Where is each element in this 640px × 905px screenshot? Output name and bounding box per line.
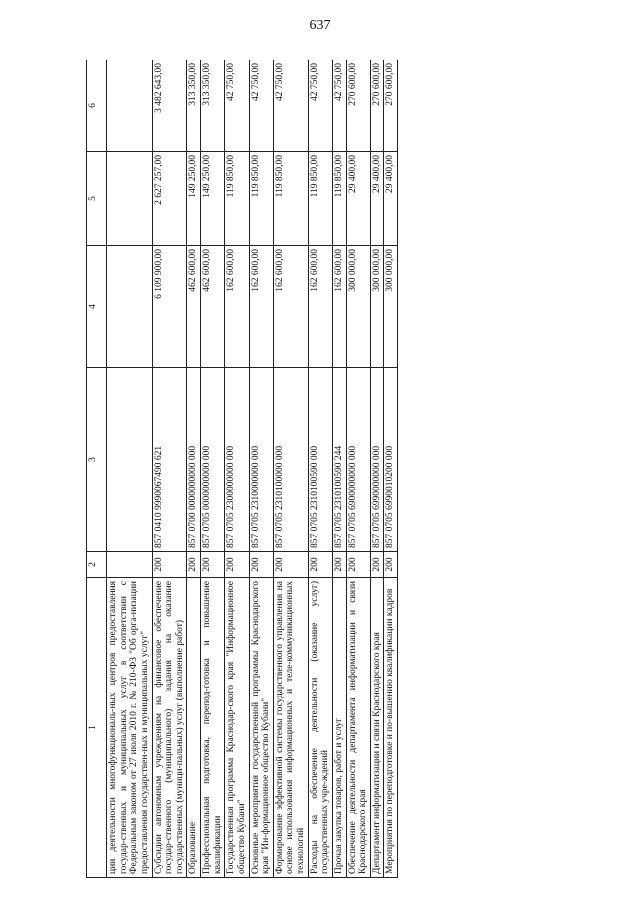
row-budget-code: 857 0705 0000000000 000 [201, 368, 225, 552]
row-name: Формирование эффективной системы государственного управления на основе использования информационных и теле-коммуникационных технологий [273, 578, 308, 878]
row-name: Департамент информатизации и связи Краснодарского края [370, 578, 384, 878]
page-number: 637 [309, 18, 331, 33]
row-budget-code: 857 0705 2310000000 000 [249, 368, 273, 552]
row-amount-col5: 29 400,00 [370, 152, 384, 246]
row-budget-code: 857 0705 2310100000 000 [273, 368, 308, 552]
row-code: 200 [384, 552, 398, 578]
row-code: 200 [187, 552, 201, 578]
row-code: 200 [225, 552, 249, 578]
row-amount-col6: 270 600,00 [384, 60, 398, 152]
table-row [308, 60, 332, 878]
column-header-6: 6 [87, 60, 107, 152]
row-amount-total: 462 600,00 [187, 246, 201, 368]
row-code: 200 [370, 552, 384, 578]
table-row [187, 60, 201, 878]
row-budget-code: 857 0705 2310100590 244 [332, 368, 346, 552]
row-budget-code: 857 0705 6990010200 000 [384, 368, 398, 552]
row-code [107, 552, 153, 578]
table-row [201, 60, 225, 878]
row-amount-col6: 42 750,00 [249, 60, 273, 152]
row-amount-total: 162 600,00 [308, 246, 332, 368]
row-name: Профессиональная подготовка, перепод-готовка и повышение квалификации [201, 578, 225, 878]
row-amount-col6: 42 750,00 [273, 60, 308, 152]
table-header [87, 60, 107, 878]
row-amount-col6: 313 350,00 [201, 60, 225, 152]
row-amount-total: 162 600,00 [225, 246, 249, 368]
row-amount-col5: 119 850,00 [273, 152, 308, 246]
row-code: 200 [249, 552, 273, 578]
row-code: 200 [152, 552, 187, 578]
row-amount-total: 6 109 900,00 [152, 246, 187, 368]
row-amount-col5: 149 250,00 [187, 152, 201, 246]
row-budget-code [107, 368, 153, 552]
row-budget-code: 857 0705 2310100590 000 [308, 368, 332, 552]
table-row [384, 60, 398, 878]
row-budget-code: 857 0705 6990000000 000 [370, 368, 384, 552]
row-amount-col6 [107, 60, 153, 152]
row-amount-col5: 149 250,00 [201, 152, 225, 246]
row-amount-col6: 313 350,00 [187, 60, 201, 152]
row-amount-total: 162 600,00 [273, 246, 308, 368]
rotated-table-container [86, 60, 611, 878]
row-amount-col6: 3 482 643,00 [152, 60, 187, 152]
row-code: 200 [308, 552, 332, 578]
table-row [225, 60, 249, 878]
row-budget-code: 857 0700 0000000000 000 [187, 368, 201, 552]
row-amount-col5 [107, 152, 153, 246]
row-amount-col5: 29 400,00 [346, 152, 370, 246]
table-frame [86, 60, 611, 878]
row-amount-col5: 119 850,00 [332, 152, 346, 246]
row-amount-col6: 42 750,00 [225, 60, 249, 152]
header-row [87, 60, 107, 878]
row-amount-col5: 119 850,00 [225, 152, 249, 246]
column-header-5: 5 [87, 152, 107, 246]
table-row [370, 60, 384, 878]
table-row [107, 60, 153, 878]
row-code: 200 [332, 552, 346, 578]
row-amount-total: 300 000,00 [384, 246, 398, 368]
row-amount-total: 300 000,00 [346, 246, 370, 368]
table-body [107, 60, 398, 878]
row-code: 200 [346, 552, 370, 578]
row-amount-total: 162 600,00 [332, 246, 346, 368]
row-amount-total: 300 000,00 [370, 246, 384, 368]
row-amount-col5: 2 627 257,00 [152, 152, 187, 246]
table-row [152, 60, 187, 878]
row-name: Образование [187, 578, 201, 878]
row-name: Прочая закупка товаров, работ и услуг [332, 578, 346, 878]
row-code: 200 [273, 552, 308, 578]
row-amount-total [107, 246, 153, 368]
row-amount-col6: 270 600,00 [346, 60, 370, 152]
row-budget-code: 857 0705 6900000000 000 [346, 368, 370, 552]
table-row [273, 60, 308, 878]
column-header-3: 3 [87, 368, 107, 552]
column-header-4: 4 [87, 246, 107, 368]
column-header-2: 2 [87, 552, 107, 578]
budget-table [86, 60, 398, 878]
table-row [346, 60, 370, 878]
row-amount-col5: 119 850,00 [249, 152, 273, 246]
row-amount-col6: 42 750,00 [308, 60, 332, 152]
row-amount-col5: 119 850,00 [308, 152, 332, 246]
table-row [332, 60, 346, 878]
column-header-1: 1 [87, 578, 107, 878]
row-code: 200 [201, 552, 225, 578]
row-name: Мероприятия по переподготовке и по-вышению квалификации кадров [384, 578, 398, 878]
row-name: Субсидии автономным учреждениям на финансовое обеспечение государ-ственного (муниципального) задания на оказание государственных (муници-пальных) услуг (выполнение работ) [152, 578, 187, 878]
row-amount-col6: 270 600,00 [370, 60, 384, 152]
row-amount-total: 162 600,00 [249, 246, 273, 368]
table-row [249, 60, 273, 878]
row-amount-col5: 29 400,00 [384, 152, 398, 246]
row-amount-col6: 42 750,00 [332, 60, 346, 152]
row-name: Основные мероприятия государственной программы Краснодарского края "Ин-формационное общество Кубани" [249, 578, 273, 878]
row-name: Расходы на обеспечение деятельности (оказание услуг) государственных учре-ждений [308, 578, 332, 878]
row-amount-total: 462 600,00 [201, 246, 225, 368]
row-name: Обеспечение деятельности департамента информатизации и связи Краснодарского края [346, 578, 370, 878]
row-budget-code: 857 0705 2300000000 000 [225, 368, 249, 552]
row-name: Государственная программа Краснодар-ского края "Информационное общество Кубани" [225, 578, 249, 878]
row-budget-code: 857 0410 9990067490 621 [152, 368, 187, 552]
row-name: ции деятельности многофункциональ-ных центров предоставления государ-ственных и муниципальных услуг в соответствии с Федеральным законом от 27 июля 2010 г. № 210-ФЗ "Об орга-низации предоставления государствен-ных и муниципальных услуг" [107, 578, 153, 878]
